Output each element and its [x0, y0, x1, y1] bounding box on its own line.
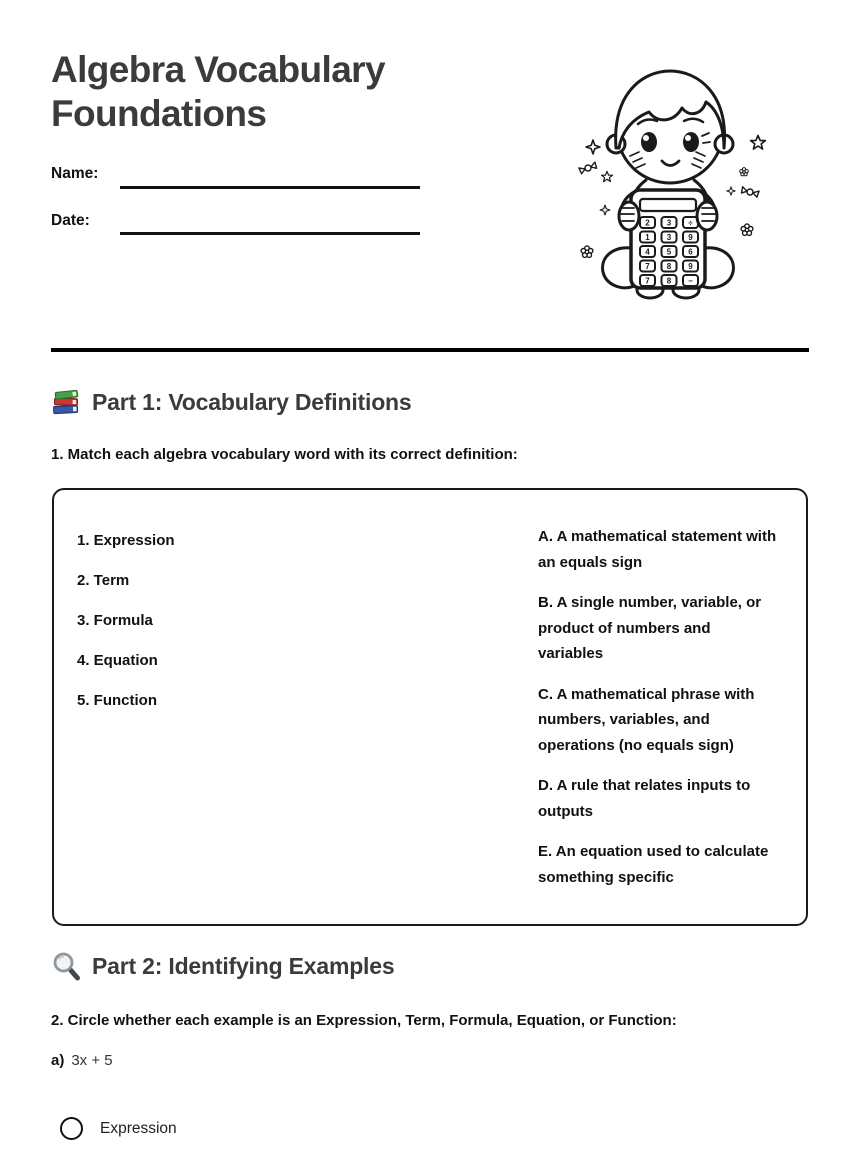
date-input-line[interactable]	[120, 232, 420, 235]
svg-text:6: 6	[688, 247, 693, 257]
svg-text:8: 8	[666, 261, 672, 271]
boy-with-calculator-illustration	[572, 58, 817, 303]
svg-text:9: 9	[688, 232, 693, 242]
term-term: 2. Term	[77, 572, 130, 589]
option-expression-label: Expression	[100, 1119, 177, 1137]
term-expression: 1. Expression	[77, 532, 175, 549]
part2-heading	[51, 951, 394, 981]
name-input-line[interactable]	[120, 186, 420, 189]
part2-question: 2. Circle whether each example is an Expression, Term, Formula, Equation, or Function:	[51, 1012, 677, 1029]
part2-heading-label: Part 2: Identifying Examples	[92, 952, 395, 979]
section-divider	[51, 348, 809, 352]
svg-text:÷: ÷	[688, 218, 693, 228]
part1-heading	[51, 387, 411, 417]
definition-b: B. A single number, variable, or product of numbers and variables	[538, 594, 762, 662]
definition-d: D. A rule that relates inputs to outputs	[538, 777, 751, 820]
matching-box	[52, 488, 808, 926]
svg-text:9: 9	[688, 261, 693, 271]
name-label: Name:	[51, 165, 99, 182]
definition-c: C. A mathematical phrase with numbers, variables, and operations (no equals sign)	[538, 685, 755, 754]
date-label: Date:	[51, 212, 90, 229]
item-a-expression: 3x + 5	[71, 1052, 113, 1069]
svg-text:8: 8	[666, 276, 672, 286]
radio-circle-icon[interactable]	[60, 1117, 83, 1140]
magnifier-icon	[51, 951, 81, 981]
svg-text:2: 2	[645, 218, 650, 228]
part1-heading-label: Part 1: Vocabulary Definitions	[92, 388, 412, 415]
books-icon	[51, 387, 81, 417]
svg-text:3: 3	[666, 218, 672, 228]
option-expression[interactable]	[60, 1117, 177, 1140]
definitions-column	[538, 524, 778, 905]
definition-a: A. A mathematical statement with an equals sign	[538, 528, 777, 571]
term-equation: 4. Equation	[77, 652, 158, 669]
svg-text:5: 5	[666, 247, 672, 257]
term-formula: 3. Formula	[77, 612, 153, 629]
svg-text:−: −	[688, 276, 693, 286]
svg-text:7: 7	[645, 261, 650, 271]
svg-text:1: 1	[645, 232, 650, 242]
item-a-label: a)	[51, 1052, 65, 1069]
page-title: Algebra Vocabulary Foundations	[51, 49, 385, 134]
svg-text:4: 4	[645, 247, 650, 257]
svg-text:7: 7	[645, 276, 650, 286]
item-a-line	[51, 1052, 113, 1069]
part1-question: 1. Match each algebra vocabulary word with its correct definition:	[51, 446, 518, 463]
svg-text:3: 3	[666, 232, 672, 242]
term-function: 5. Function	[77, 692, 157, 709]
definition-e: E. An equation used to calculate something specific	[538, 843, 769, 886]
terms-column	[77, 531, 175, 731]
